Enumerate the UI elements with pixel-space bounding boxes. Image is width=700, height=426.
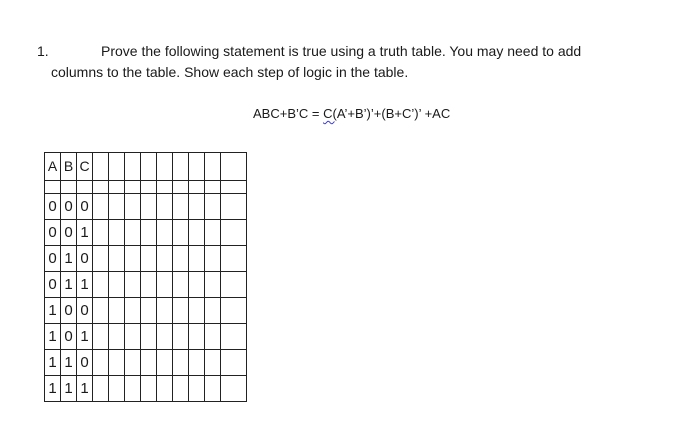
empty-cell[interactable] — [221, 272, 247, 298]
spacer-cell — [205, 181, 221, 194]
empty-cell[interactable] — [141, 324, 157, 350]
empty-cell[interactable] — [157, 350, 173, 376]
table-row — [45, 376, 247, 402]
cell-a: 1 — [45, 298, 61, 324]
cell-c: 0 — [77, 298, 93, 324]
empty-cell[interactable] — [205, 194, 221, 220]
table-row — [45, 324, 247, 350]
table-row — [45, 350, 247, 376]
empty-cell[interactable] — [173, 220, 189, 246]
spacer-cell — [173, 181, 189, 194]
empty-cell[interactable] — [189, 246, 205, 272]
cell-c: 0 — [77, 194, 93, 220]
cell-c: 0 — [77, 350, 93, 376]
empty-cell[interactable] — [221, 246, 247, 272]
header-cell-b: B — [61, 153, 77, 181]
empty-cell[interactable] — [221, 376, 247, 402]
header-cell-empty[interactable] — [141, 153, 157, 181]
cell-b: 1 — [61, 350, 77, 376]
empty-cell[interactable] — [189, 272, 205, 298]
cell-c: 1 — [77, 324, 93, 350]
spacer-cell — [45, 181, 61, 194]
empty-cell[interactable] — [189, 350, 205, 376]
cell-a: 1 — [45, 350, 61, 376]
spacer-cell — [77, 181, 93, 194]
header-cell-empty[interactable] — [173, 153, 189, 181]
header-cell-empty[interactable] — [205, 153, 221, 181]
empty-cell[interactable] — [205, 350, 221, 376]
cell-a: 0 — [45, 272, 61, 298]
empty-cell[interactable] — [125, 220, 141, 246]
spacer-cell — [61, 181, 77, 194]
empty-cell[interactable] — [189, 220, 205, 246]
question-text-line-2: columns to the table. Show each step of logic in the table. — [51, 64, 409, 80]
empty-cell[interactable] — [125, 298, 141, 324]
empty-cell[interactable] — [189, 194, 205, 220]
question-text-line-1: Prove the following statement is true using a truth table. You may need to add — [101, 43, 582, 59]
empty-cell[interactable] — [109, 376, 125, 402]
empty-cell[interactable] — [173, 376, 189, 402]
empty-cell[interactable] — [125, 272, 141, 298]
empty-cell[interactable] — [189, 298, 205, 324]
empty-cell[interactable] — [173, 324, 189, 350]
equation-right: A’+B’)’+(B+C’)’ +AC — [336, 106, 451, 121]
empty-cell[interactable] — [93, 194, 109, 220]
empty-cell[interactable] — [141, 220, 157, 246]
empty-cell[interactable] — [109, 324, 125, 350]
empty-cell[interactable] — [141, 194, 157, 220]
spacer-cell — [125, 181, 141, 194]
empty-cell[interactable] — [173, 272, 189, 298]
empty-cell[interactable] — [125, 194, 141, 220]
empty-cell[interactable] — [141, 246, 157, 272]
header-cell-empty[interactable] — [221, 153, 247, 181]
empty-cell[interactable] — [125, 350, 141, 376]
cell-b: 1 — [61, 272, 77, 298]
empty-cell[interactable] — [141, 272, 157, 298]
spacer-cell — [141, 181, 157, 194]
empty-cell[interactable] — [109, 194, 125, 220]
cell-b: 0 — [61, 298, 77, 324]
cell-b: 1 — [61, 246, 77, 272]
header-cell-empty[interactable] — [189, 153, 205, 181]
cell-c: 1 — [77, 272, 93, 298]
spacer-cell — [221, 181, 247, 194]
empty-cell[interactable] — [93, 220, 109, 246]
truth-table — [44, 152, 247, 402]
empty-cell[interactable] — [157, 220, 173, 246]
spacer-cell — [157, 181, 173, 194]
cell-a: 1 — [45, 324, 61, 350]
spacer-cell — [93, 181, 109, 194]
empty-cell[interactable] — [221, 220, 247, 246]
empty-cell[interactable] — [125, 376, 141, 402]
empty-cell[interactable] — [109, 298, 125, 324]
cell-a: 1 — [45, 376, 61, 402]
cell-a: 0 — [45, 194, 61, 220]
table-row — [45, 298, 247, 324]
empty-cell[interactable] — [109, 350, 125, 376]
cell-b: 1 — [61, 376, 77, 402]
empty-cell[interactable] — [157, 298, 173, 324]
empty-cell[interactable] — [189, 376, 205, 402]
header-cell-empty[interactable] — [93, 153, 109, 181]
cell-c: 1 — [77, 220, 93, 246]
cell-b: 0 — [61, 220, 77, 246]
equation-spellcheck-segment: C( — [323, 106, 337, 121]
header-cell-empty[interactable] — [125, 153, 141, 181]
empty-cell[interactable] — [157, 376, 173, 402]
question-number: 1. — [37, 43, 49, 59]
spacer-cell — [109, 181, 125, 194]
boolean-equation — [253, 106, 450, 121]
table-row — [45, 220, 247, 246]
empty-cell[interactable] — [205, 376, 221, 402]
table-header-row — [45, 153, 247, 181]
empty-cell[interactable] — [93, 246, 109, 272]
empty-cell[interactable] — [157, 272, 173, 298]
table-spacer-row — [45, 181, 247, 194]
empty-cell[interactable] — [93, 272, 109, 298]
empty-cell[interactable] — [93, 324, 109, 350]
empty-cell[interactable] — [205, 298, 221, 324]
empty-cell[interactable] — [125, 324, 141, 350]
empty-cell[interactable] — [205, 272, 221, 298]
empty-cell[interactable] — [173, 298, 189, 324]
empty-cell[interactable] — [205, 220, 221, 246]
empty-cell[interactable] — [93, 298, 109, 324]
empty-cell[interactable] — [157, 194, 173, 220]
empty-cell[interactable] — [173, 194, 189, 220]
empty-cell[interactable] — [141, 376, 157, 402]
header-cell-a: A — [45, 153, 61, 181]
header-cell-empty[interactable] — [109, 153, 125, 181]
cell-c: 0 — [77, 246, 93, 272]
cell-b: 0 — [61, 194, 77, 220]
empty-cell[interactable] — [221, 350, 247, 376]
empty-cell[interactable] — [205, 324, 221, 350]
empty-cell[interactable] — [109, 246, 125, 272]
empty-cell[interactable] — [125, 246, 141, 272]
empty-cell[interactable] — [205, 246, 221, 272]
empty-cell[interactable] — [141, 298, 157, 324]
empty-cell[interactable] — [173, 350, 189, 376]
empty-cell[interactable] — [189, 324, 205, 350]
spacer-cell — [189, 181, 205, 194]
empty-cell[interactable] — [109, 272, 125, 298]
cell-a: 0 — [45, 246, 61, 272]
empty-cell[interactable] — [109, 220, 125, 246]
cell-c: 1 — [77, 376, 93, 402]
cell-a: 0 — [45, 220, 61, 246]
cell-b: 0 — [61, 324, 77, 350]
empty-cell[interactable] — [221, 298, 247, 324]
table-row — [45, 246, 247, 272]
equation-left: ABC+B’C = — [253, 106, 324, 121]
header-cell-c: C — [77, 153, 93, 181]
empty-cell[interactable] — [157, 246, 173, 272]
table-row — [45, 272, 247, 298]
empty-cell[interactable] — [93, 376, 109, 402]
table-row — [45, 194, 247, 220]
empty-cell[interactable] — [141, 350, 157, 376]
empty-cell[interactable] — [221, 194, 247, 220]
empty-cell[interactable] — [221, 324, 247, 350]
empty-cell[interactable] — [93, 350, 109, 376]
header-cell-empty[interactable] — [157, 153, 173, 181]
empty-cell[interactable] — [157, 324, 173, 350]
empty-cell[interactable] — [173, 246, 189, 272]
